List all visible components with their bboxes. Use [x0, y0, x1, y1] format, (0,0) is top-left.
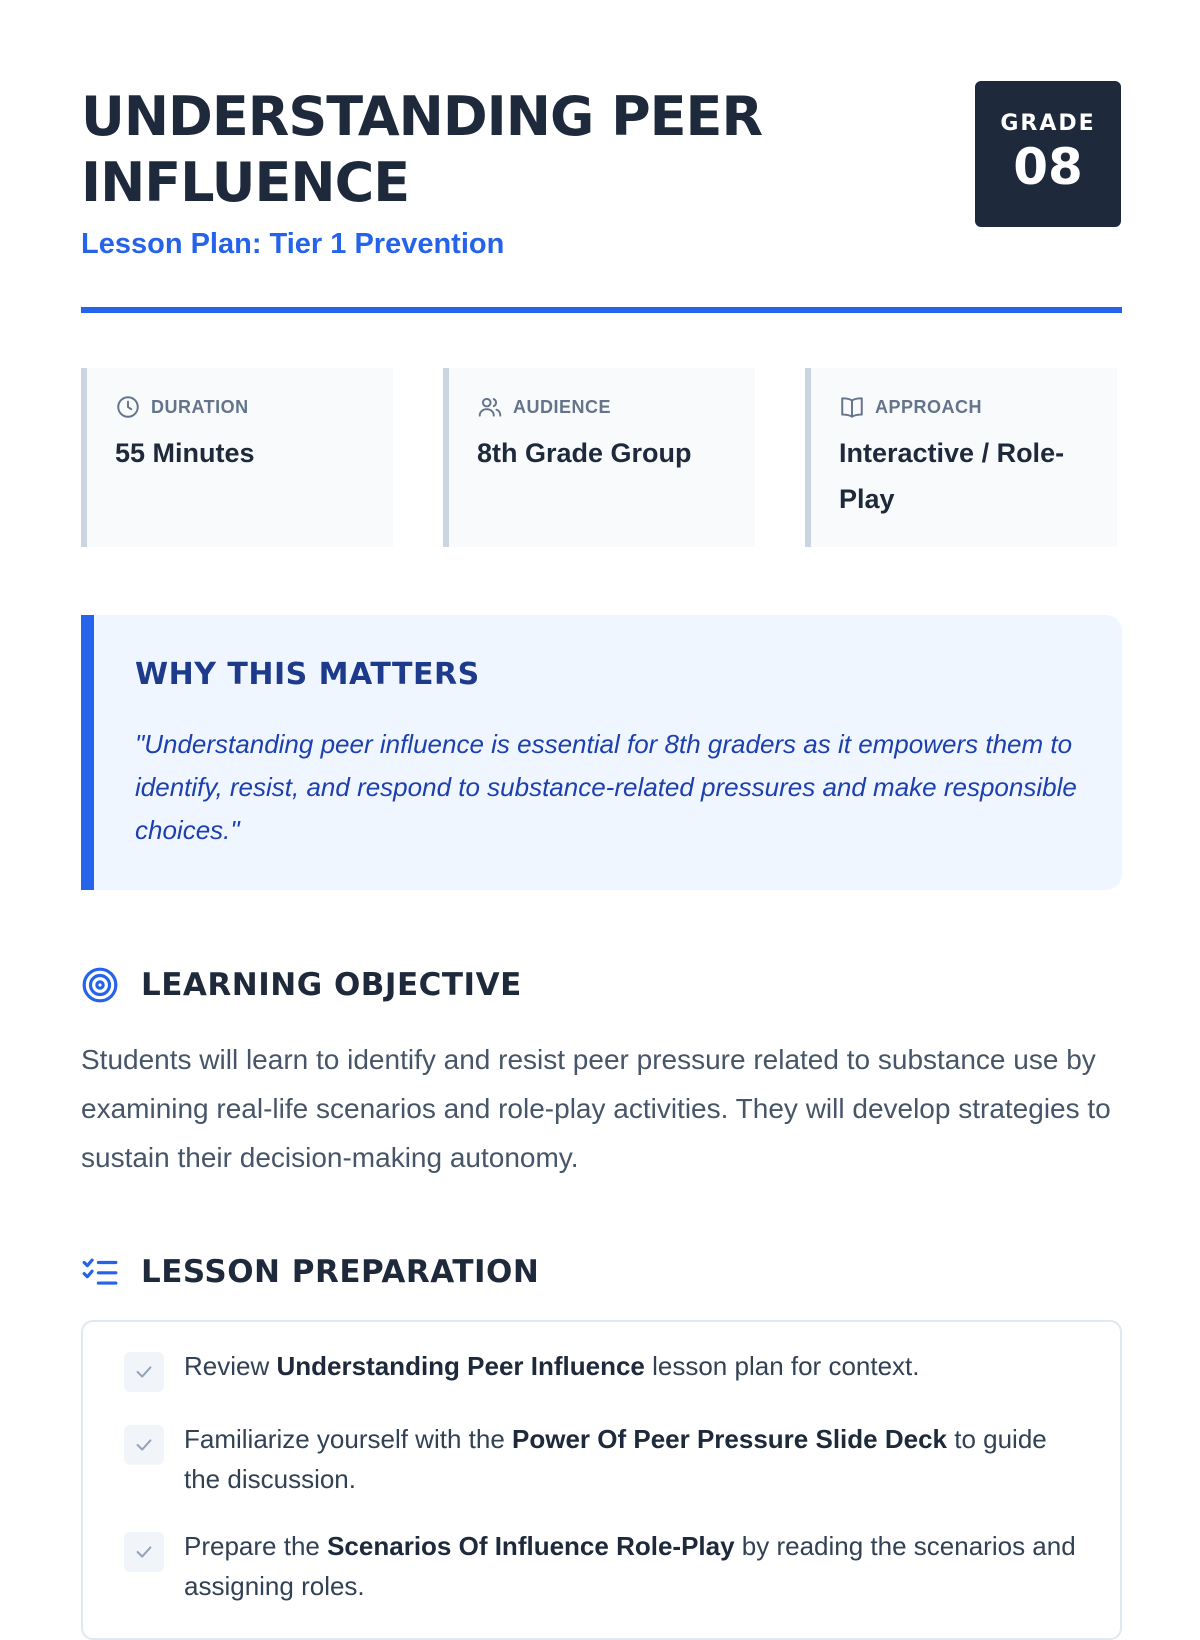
duration-value: 55 Minutes	[115, 438, 255, 468]
page-subtitle: Lesson Plan: Tier 1 Prevention	[81, 228, 505, 260]
prep-text-after: lesson plan for context.	[644, 1351, 920, 1381]
audience-value: 8th Grade Group	[477, 438, 692, 468]
clock-icon	[115, 394, 141, 420]
why-matters-quote: "Understanding peer influence is essential for 8th graders as it empowers them to identify, resist, and respond to substance-related pressures and make responsible choices."	[135, 729, 1077, 845]
grade-badge	[975, 81, 1121, 227]
grade-label: GRADE	[1000, 111, 1096, 136]
prep-text-after: by reading the scenarios and assigning roles.	[184, 1531, 1076, 1601]
audience-card	[443, 368, 755, 547]
preparation-heading	[81, 1253, 539, 1291]
checklist-icon	[81, 1253, 119, 1291]
prep-checkbox[interactable]	[124, 1425, 164, 1465]
page-title: UNDERSTANDING PEER INFLUENCE	[81, 85, 763, 214]
approach-card-header	[839, 394, 982, 420]
header-divider	[81, 307, 1122, 313]
objective-heading	[81, 966, 522, 1004]
preparation-title: LESSON PREPARATION	[141, 1254, 540, 1290]
prep-item-text	[184, 1419, 1090, 1499]
prep-text-before: Review	[184, 1351, 277, 1381]
duration-card-header	[115, 394, 249, 420]
approach-label: APPROACH	[875, 396, 983, 417]
preparation-checklist	[81, 1320, 1122, 1640]
prep-item	[124, 1419, 1090, 1499]
prep-text-before: Familiarize yourself with the	[184, 1424, 512, 1454]
target-icon	[81, 966, 119, 1004]
objective-text: Students will learn to identify and resist peer pressure related to substance use by examining real-life scenarios and role-play activities. They will develop strategies to sustain their decision-making autonomy.	[81, 1044, 1111, 1173]
prep-text-bold: Scenarios Of Influence Role-Play	[327, 1531, 735, 1561]
duration-card	[81, 368, 393, 547]
prep-text-before: Prepare the	[184, 1531, 328, 1561]
check-icon	[133, 1541, 155, 1563]
check-icon	[133, 1361, 155, 1383]
book-open-icon	[839, 394, 865, 420]
prep-item-text	[184, 1526, 1090, 1606]
approach-value: Interactive / Role-Play	[839, 438, 1065, 514]
prep-item	[124, 1526, 1090, 1606]
prep-checkbox[interactable]	[124, 1352, 164, 1392]
approach-card	[805, 368, 1117, 547]
users-icon	[477, 394, 503, 420]
check-icon	[133, 1434, 155, 1456]
prep-checkbox[interactable]	[124, 1532, 164, 1572]
prep-item-text	[184, 1346, 920, 1392]
duration-label: DURATION	[151, 396, 249, 417]
grade-number: 08	[1013, 138, 1083, 196]
prep-item	[124, 1346, 1090, 1392]
audience-label: AUDIENCE	[513, 396, 612, 417]
prep-text-bold: Understanding Peer Influence	[276, 1351, 645, 1381]
objective-title: LEARNING OBJECTIVE	[141, 967, 522, 1003]
prep-text-after: to guide the discussion.	[184, 1424, 1047, 1494]
prep-text-bold: Power Of Peer Pressure Slide Deck	[512, 1424, 947, 1454]
why-matters-title: WHY THIS MATTERS	[135, 657, 480, 692]
audience-card-header	[477, 394, 611, 420]
why-matters-callout	[81, 615, 1122, 890]
